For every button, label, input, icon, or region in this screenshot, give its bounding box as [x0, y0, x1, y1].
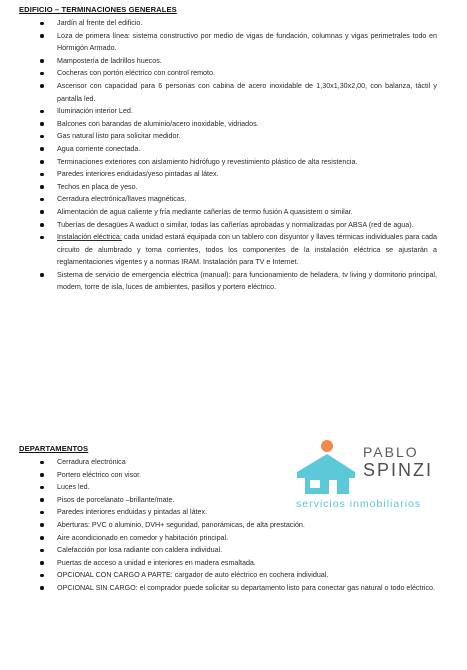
list-item-text: Techos en placa de yeso.	[57, 182, 138, 191]
list-item-text: Jardín al frente del edificio.	[57, 19, 143, 27]
bullet-icon	[40, 536, 44, 540]
list-item-text: Cocheras con portón eléctrico con control remoto.	[57, 69, 215, 78]
list-item-text: Puertas de acceso a unidad e interiores en madera esmaltada.	[57, 558, 256, 567]
list-item	[0, 80, 467, 105]
list-item	[0, 55, 467, 68]
list-item	[0, 544, 467, 557]
list-item	[0, 269, 467, 294]
bullet-icon	[40, 185, 44, 189]
bullet-icon	[40, 34, 44, 38]
list-item	[0, 519, 467, 532]
list-item	[0, 67, 467, 80]
list-item-text: Calefacción por losa radiante con caldera individual.	[57, 546, 223, 555]
bullet-icon	[40, 160, 44, 164]
list-item	[0, 130, 467, 143]
list-item	[0, 532, 467, 545]
logo-wordmark-spinzi: SPINZI	[363, 460, 434, 480]
bullet-icon	[40, 586, 44, 590]
bullet-icon	[40, 523, 44, 527]
list-item	[0, 168, 467, 181]
list-item-text: Tuberías de desagües A waduct o similar, todas las cañerías aprobadas y normalizadas por ABSA (red de agua).	[57, 220, 414, 229]
edificio-list	[0, 17, 467, 294]
list-item-text: Alimentación de agua caliente y fría mediante cañerías de termo fusión A quasistem o similar.	[57, 207, 353, 216]
section-title-departamentos: DEPARTAMENTOS	[19, 444, 89, 453]
list-item	[0, 30, 467, 55]
bullet-icon	[40, 22, 44, 26]
bullet-icon	[40, 173, 44, 177]
list-item-text: Paredes interiores enduidas/yeso pintadas al látex.	[57, 170, 219, 179]
bullet-icon	[40, 223, 44, 227]
list-item	[0, 231, 467, 269]
list-item-text: Gas natural listo para solicitar medidor.	[57, 132, 181, 141]
list-item	[0, 219, 467, 232]
bullet-icon	[40, 210, 44, 214]
list-item	[0, 156, 467, 169]
bullet-icon	[40, 574, 44, 578]
list-item-text: Luces led.	[57, 483, 90, 492]
bullet-icon	[40, 511, 44, 515]
list-item-text: Iluminación interior Led.	[57, 107, 133, 116]
list-item	[0, 557, 467, 570]
bullet-icon	[40, 135, 44, 139]
bullet-icon	[40, 122, 44, 126]
list-item-text: Paredes interiores enduidas y pintadas al látex.	[57, 508, 208, 517]
list-item	[0, 582, 467, 595]
house-logo-icon	[293, 438, 363, 498]
list-item-text: Mampostería de ladrillos huecos.	[57, 56, 162, 65]
list-item-label: Instalación eléctrica:	[57, 233, 122, 242]
list-item-text: Agua corriente conectada.	[57, 144, 141, 153]
list-item	[0, 193, 467, 206]
list-item	[0, 206, 467, 219]
bullet-icon	[40, 236, 44, 240]
list-item-text: Ascensor con capacidad para 6 personas con cabina de acero inoxidable de 1,30x1,30x2,00, con balanza, táctil y pantalla led.	[57, 81, 437, 103]
list-item-text: Pisos de porcelanato –brillante/mate.	[57, 495, 175, 504]
list-item-text: Cerradura electrónica/llaves magnéticas.	[57, 195, 187, 204]
list-item-text: Aire acondicionado en comedor y habitación principal.	[57, 533, 229, 542]
list-item-text: Aberturas: PVC o aluminio, DVH+ seguridad, panorámicas, de alta prestación.	[57, 520, 305, 529]
logo-tagline: servicios inmobiliarios	[296, 498, 422, 510]
bullet-icon	[40, 72, 44, 76]
list-item-text: Portero eléctrico con visor.	[57, 470, 142, 479]
section-title-edificio: EDIFICIO – TERMINACIONES GENERALES	[19, 5, 177, 14]
bullet-icon	[40, 110, 44, 114]
list-item-text: cada unidad estará equipada con un tablero con disyuntor y llaves térmicas individuales para cada circuito de alumbrado y toma corrientes, todos los componentes de la instalación eléctrica se ajustarán a reglamentaciones vigentes y a normas IRAM. Instalación para TV e Internet.	[57, 233, 437, 267]
list-item-text: Balcones con barandas de aluminio/acero inoxidable, vidriados.	[57, 119, 259, 128]
bullet-icon	[40, 473, 44, 477]
bullet-icon	[40, 198, 44, 202]
list-item	[0, 118, 467, 131]
bullet-icon	[40, 59, 44, 63]
logo-wordmark-pablo: PABLO	[363, 444, 419, 460]
bullet-icon	[40, 84, 44, 88]
list-item-text: Terminaciones exteriores con aislamiento hidrófugo y revestimiento plástico de alta resistencia.	[57, 157, 358, 166]
list-item	[0, 181, 467, 194]
bullet-icon	[40, 147, 44, 151]
list-item	[0, 17, 467, 30]
bullet-icon	[40, 498, 44, 502]
company-logo	[293, 438, 453, 516]
list-item	[0, 105, 467, 118]
list-item-text: Cerradura electrónica	[57, 458, 126, 466]
list-item-text: OPCIONAL SIN CARGO: el comprador puede solicitar su departamento listo para conectar gas natural o todo eléctrico.	[57, 583, 435, 592]
list-item-text: Loza de primera línea: sistema constructivo por medio de vigas de fundación, columnas y vigas perimetrales todo en Hormigón Armado.	[57, 31, 437, 53]
bullet-icon	[40, 273, 44, 277]
bullet-icon	[40, 549, 44, 553]
list-item-text: OPCIONAL CON CARGO A PARTE: cargador de auto eléctrico en cochera individual.	[57, 571, 329, 580]
bullet-icon	[40, 561, 44, 565]
bullet-icon	[40, 486, 44, 490]
list-item	[0, 569, 467, 582]
bullet-icon	[40, 461, 44, 465]
list-item-text: Sistema de servicio de emergencia eléctrica (manual): para funcionamiento de heladera, tv living y dormitorio principal, modem, torre de isla, luces de ambientes, pasillos y portero eléctrico.	[57, 270, 437, 292]
list-item	[0, 143, 467, 156]
